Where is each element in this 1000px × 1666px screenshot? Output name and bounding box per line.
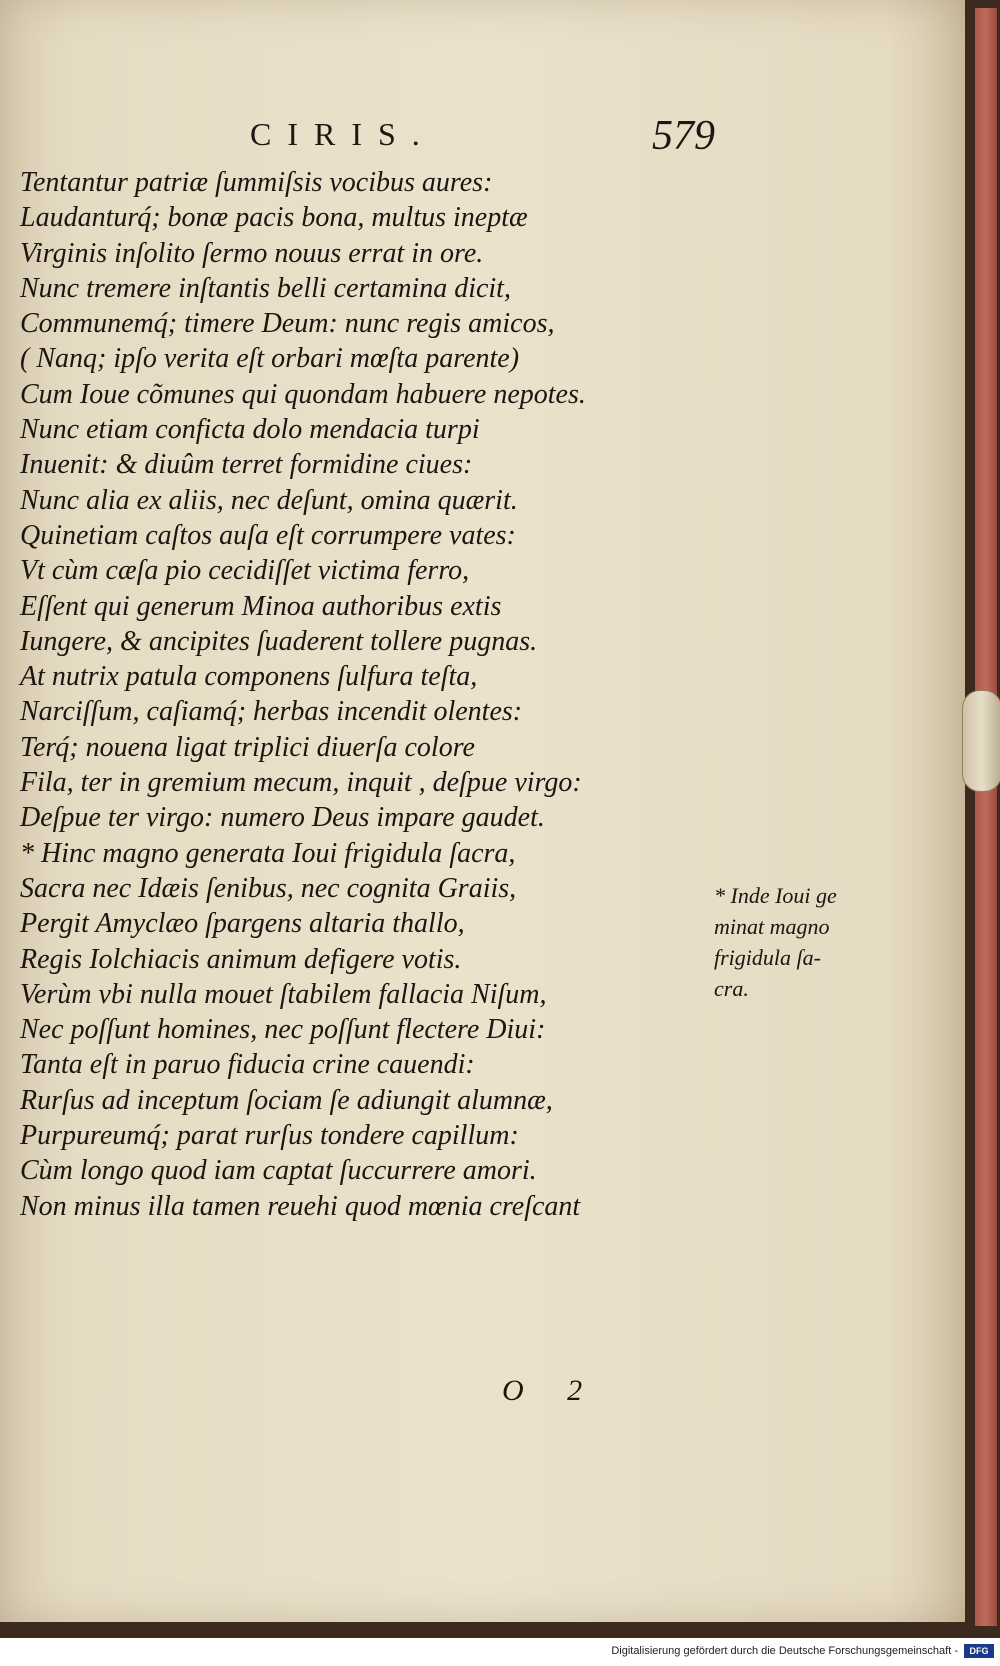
- verse-line: Tentantur patriæ ſummiſsis vocibus aures:: [20, 167, 493, 198]
- verse-line: Terq́; nouena ligat triplici diuerſa colore: [20, 731, 475, 763]
- verse-line: Cùm longo quod iam captat ſuccurrere amori.: [20, 1155, 537, 1187]
- marginal-note-line: frigidula ſa-: [714, 945, 821, 970]
- dfg-logo: DFG: [964, 1644, 994, 1658]
- page-header: [0, 112, 965, 162]
- verse-line: At nutrix patula componens ſulfura teſta,: [20, 661, 478, 693]
- verse-line: Quinetiam caſtos auſa eſt corrumpere vates:: [20, 519, 516, 551]
- verse-line: Rurſus ad inceptum ſociam ſe adiungit alumnæ,: [20, 1084, 553, 1116]
- verse-line: Tanta eſt in paruo fiducia crine cauendi:: [20, 1049, 475, 1081]
- verse-line: Communemq́; timere Deum: nunc regis amicos,: [20, 308, 555, 340]
- verse-line: Non minus illa tamen reuehi quod mœnia creſcant: [20, 1190, 581, 1222]
- verse-line: Purpureumq́; parat rurſus tondere capillum:: [20, 1120, 519, 1152]
- verse-line: Nunc etiam conficta dolo mendacia turpi: [20, 414, 480, 446]
- verse-line: Cum Ioue cõmunes qui quondam habuere nepotes.: [20, 378, 586, 410]
- marginal-note-line: cra.: [714, 976, 749, 1001]
- verse-line: Verùm vbi nulla mouet ſtabilem fallacia Niſum,: [20, 978, 547, 1010]
- verse-line: Virginis inſolito ſermo nouus errat in ore.: [20, 237, 484, 269]
- verse-line: Eſſent qui generum Minoa authoribus extis: [20, 590, 502, 622]
- verse-line: ( Nanq; ipſo verita eſt orbari mœſta parente): [20, 343, 520, 375]
- book-clasp: [962, 690, 1000, 792]
- verse-line: Fila, ter in gremium mecum, inquit , deſpue virgo:: [20, 767, 582, 799]
- verse-line: Regis Iolchiacis animum defigere votis.: [20, 943, 462, 975]
- verse-line: * Hinc magno generata Ioui frigidula ſacra,: [20, 837, 516, 869]
- marginal-note-line: * Inde Ioui ge: [714, 883, 837, 908]
- book-edge: [975, 8, 997, 1626]
- verse-text: [20, 165, 720, 1224]
- page-number: 579: [652, 113, 715, 159]
- verse-line: Iungere, & ancipites ſuaderent tollere pugnas.: [20, 625, 538, 657]
- footer-bar: [0, 1638, 1000, 1666]
- verse-line: Sacra nec Idæis ſenibus, nec cognita Graiis,: [20, 872, 517, 904]
- signature-mark: O 2: [502, 1374, 601, 1407]
- verse-line: Nec poſſunt homines, nec poſſunt flectere Diui:: [20, 1014, 546, 1046]
- running-title: CIRIS.: [250, 116, 436, 152]
- verse-line: Narciſſum, caſiamq́; herbas incendit olentes:: [20, 696, 523, 728]
- verse-line: Deſpue ter virgo: numero Deus impare gaudet.: [20, 802, 545, 834]
- funding-credit: Digitalisierung gefördert durch die Deutsche Forschungsgemeinschaft -: [611, 1645, 958, 1657]
- verse-line: Laudanturq́; bonæ pacis bona, multus ineptæ: [20, 202, 528, 234]
- marginal-note: [714, 880, 894, 1004]
- verse-line: Vt cùm cæſa pio cecidiſſet victima ferro,: [20, 555, 470, 587]
- verse-line: Nunc tremere inſtantis belli certamina dicit,: [20, 272, 511, 304]
- verse-line: Pergit Amyclæo ſpargens altaria thallo,: [20, 908, 465, 940]
- verse-line: Inuenit: & diuûm terret formidine ciues:: [20, 449, 473, 481]
- verse-line: Nunc alia ex aliis, nec deſunt, omina quærit.: [20, 484, 518, 516]
- marginal-note-line: minat magno: [714, 914, 830, 939]
